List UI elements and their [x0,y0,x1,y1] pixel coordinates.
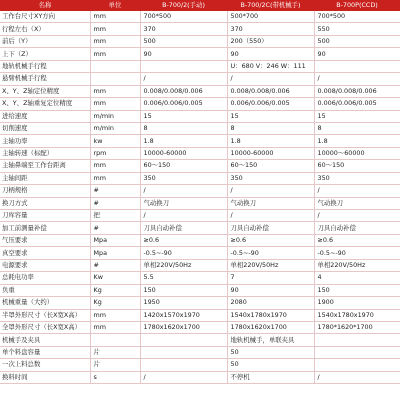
row-model-2: 不停机 [227,371,314,383]
row-model-2: -0.5~-90 [227,247,314,259]
table-row [0,85,400,97]
table-row [0,73,400,85]
row-model-2: 500*700 [227,11,314,23]
table-row [0,98,400,110]
row-name: 地轨机械手行程 [0,60,90,72]
table-row [0,11,400,23]
row-unit: mm [90,85,140,97]
row-model-1: 气动换刀 [140,197,227,209]
row-unit: Mpa [90,247,140,259]
row-model-1: / [140,73,227,85]
table-row [0,135,400,147]
row-model-2: 1.8 [227,135,314,147]
header-model-2: B-700/2C(带机械手) [227,0,314,11]
row-model-1: / [140,371,227,383]
row-model-3: 90 [314,48,400,60]
row-model-1 [140,334,227,346]
table-row [0,359,400,371]
row-model-3: 350 [314,172,400,184]
row-model-1: 700*500 [140,11,227,23]
row-model-1: 8 [140,122,227,134]
table-row [0,284,400,296]
row-name: 切削速度 [0,122,90,134]
row-model-3: ≥0.6 [314,234,400,246]
row-unit: Kg [90,297,140,309]
table-row [0,247,400,259]
row-name: 半罩外形尺寸（长X宽X高） [0,309,90,321]
row-model-1: 0.008/0.008/0.006 [140,85,227,97]
row-model-2: 90 [227,48,314,60]
spec-table-body [0,11,400,384]
row-unit: mm [90,98,140,110]
row-name: 加工前测量补偿 [0,222,90,234]
row-model-3: 60～150 [314,160,400,172]
row-model-2: 刀具自动补偿 [227,222,314,234]
row-model-3: / [314,73,400,85]
row-model-3: 1.8 [314,135,400,147]
row-model-3 [314,60,400,72]
row-model-2: 地轨机械手，单联夹具 [227,334,314,346]
row-model-2: U：680 V：246 W：111 [227,60,314,72]
row-name: 换料时间 [0,371,90,383]
row-unit: m/min [90,110,140,122]
row-name: 上下（Z） [0,48,90,60]
row-name: X、Y、Z轴重复定位精度 [0,98,90,110]
row-model-3: / [314,371,400,383]
row-model-3: 15 [314,110,400,122]
row-model-2: 1780x1620x1700 [227,321,314,333]
row-model-1: -0.5~-90 [140,247,227,259]
row-unit: mm [90,160,140,172]
row-model-3: 4 [314,272,400,284]
spec-table-header [0,0,400,11]
table-row [0,185,400,197]
table-row [0,371,400,383]
table-row [0,259,400,271]
row-model-3: 单相220V/50Hz [314,259,400,271]
row-model-1: ≥0.6 [140,234,227,246]
row-name: 进给速度 [0,110,90,122]
row-name: 悬臂机械手行程 [0,73,90,85]
row-model-1: 150 [140,284,227,296]
row-model-2: 60～150 [227,160,314,172]
row-unit: mm [90,309,140,321]
row-name: X、Y、Z轴定位精度 [0,85,90,97]
row-model-2: 15 [227,110,314,122]
row-model-3: 8 [314,122,400,134]
row-model-1: 1950 [140,297,227,309]
row-name: 前后（Y） [0,35,90,47]
row-unit: mm [90,35,140,47]
row-unit [90,73,140,85]
header-model-1: B-700/2(手动) [140,0,227,11]
row-unit: mm [90,23,140,35]
row-model-3: 700*500 [314,11,400,23]
row-unit: mm [90,172,140,184]
table-row [0,321,400,333]
table-row [0,222,400,234]
table-row [0,160,400,172]
table-row [0,234,400,246]
row-name: 全罩外形尺寸（长X宽X高） [0,321,90,333]
row-model-2: / [227,185,314,197]
row-model-2: 0.008/0.008/0.006 [227,85,314,97]
row-unit [90,334,140,346]
row-unit: 片 [90,346,140,358]
row-model-1: 0.006/0.006/0.005 [140,98,227,110]
row-model-2: 气动换刀 [227,197,314,209]
row-model-3: 刀具自动补偿 [314,222,400,234]
row-unit: kw [90,135,140,147]
row-unit: rpm [90,147,140,159]
row-model-3: / [314,210,400,222]
row-name: 刀柄规格 [0,185,90,197]
row-model-1: 10000-60000 [140,147,227,159]
row-model-1: 15 [140,110,227,122]
row-model-2: 50 [227,359,314,371]
table-row [0,309,400,321]
row-model-1: 90 [140,48,227,60]
table-row [0,334,400,346]
row-name: 刀库容量 [0,210,90,222]
row-unit: # [90,197,140,209]
table-row [0,297,400,309]
table-row [0,147,400,159]
row-model-1: 5.5 [140,272,227,284]
row-model-1: 500 [140,35,227,47]
row-unit: Kw [90,272,140,284]
row-model-3: 1780*1620*1700 [314,321,400,333]
row-name: 气压要求 [0,234,90,246]
row-model-3 [314,346,400,358]
row-unit: Mpa [90,234,140,246]
row-name: 电源要求 [0,259,90,271]
row-model-1: 单相220V/50Hz [140,259,227,271]
row-name: 主轴功率 [0,135,90,147]
row-name: 机械重量（大约） [0,297,90,309]
row-model-2: 370 [227,23,314,35]
row-model-2: 0.006/0.006/0.005 [227,98,314,110]
row-model-1 [140,359,227,371]
row-model-3: 500 [314,35,400,47]
row-model-3: / [314,185,400,197]
table-row [0,60,400,72]
row-name: 总耗电功率 [0,272,90,284]
row-model-2: 10000-60000 [227,147,314,159]
row-name: 主轴鼻端至工作台距离 [0,160,90,172]
header-unit: 单位 [90,0,140,11]
row-model-2: 90 [227,284,314,296]
row-unit: 把 [90,210,140,222]
row-model-1: / [140,210,227,222]
row-unit: # [90,185,140,197]
row-model-1: 1.8 [140,135,227,147]
row-unit: Kg [90,284,140,296]
row-name: 机械手及夹具 [0,334,90,346]
table-row [0,48,400,60]
row-name: 主轴转速（标配） [0,147,90,159]
row-model-3: -0.5~-90 [314,247,400,259]
table-row [0,210,400,222]
row-model-3: 0.006/0.006/0.005 [314,98,400,110]
row-unit: m/min [90,122,140,134]
row-model-3: 气动换刀 [314,197,400,209]
row-model-3: 1540x1780x1970 [314,309,400,321]
row-model-2: / [227,73,314,85]
row-model-2: 7 [227,272,314,284]
row-unit: mm [90,48,140,60]
table-row [0,122,400,134]
row-model-1: 350 [140,172,227,184]
row-unit: # [90,222,140,234]
row-name: 工作台尺寸XY方向 [0,11,90,23]
row-model-2: 50 [227,346,314,358]
row-model-1 [140,60,227,72]
row-model-3: 550 [314,23,400,35]
row-model-2: 350 [227,172,314,184]
table-row [0,197,400,209]
row-model-1 [140,346,227,358]
header-row [0,0,400,11]
row-name: 行程左右（X） [0,23,90,35]
table-row [0,110,400,122]
row-name: 真空要求 [0,247,90,259]
row-model-3 [314,334,400,346]
row-name: 单个料盘容量 [0,346,90,358]
table-row [0,272,400,284]
row-model-1: 60～150 [140,160,227,172]
row-unit [90,60,140,72]
row-unit: # [90,259,140,271]
row-model-2: 1540x1780x1970 [227,309,314,321]
row-model-3: 150 [314,284,400,296]
row-unit: s [90,371,140,383]
row-name: 换刀方式 [0,197,90,209]
row-unit: mm [90,321,140,333]
row-model-3 [314,359,400,371]
row-model-1: 刀具自动补偿 [140,222,227,234]
row-unit: 片 [90,359,140,371]
row-model-2: ≥0.6 [227,234,314,246]
row-model-2: 200（550） [227,35,314,47]
row-model-2: 8 [227,122,314,134]
row-model-2: 2080 [227,297,314,309]
row-unit: mm [90,11,140,23]
row-model-3: 10000～60000 [314,147,400,159]
row-name: 一次上料总数 [0,359,90,371]
header-name: 名称 [0,0,90,11]
row-model-1: / [140,185,227,197]
table-row [0,346,400,358]
header-model-3: B-700P(CCD) [314,0,400,11]
row-model-1: 1420x1570x1970 [140,309,227,321]
table-row [0,172,400,184]
row-name: 主轴间距 [0,172,90,184]
row-model-2: 单相220V/50Hz [227,259,314,271]
row-model-3: 0.008/0.008/0.006 [314,85,400,97]
row-model-2: / [227,210,314,222]
row-model-1: 1780x1620x1700 [140,321,227,333]
table-row [0,23,400,35]
row-model-1: 370 [140,23,227,35]
row-model-3: 1900 [314,297,400,309]
table-row [0,35,400,47]
row-name: 负重 [0,284,90,296]
